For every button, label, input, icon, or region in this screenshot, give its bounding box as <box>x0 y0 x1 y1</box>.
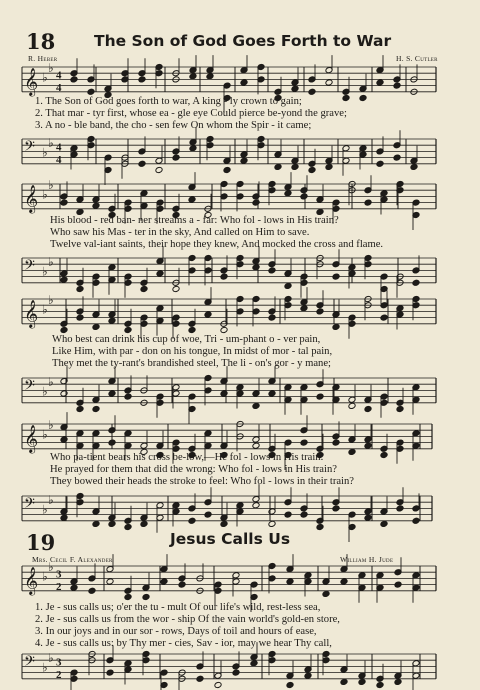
note-head <box>124 594 132 601</box>
bass-staff <box>0 254 480 294</box>
time-signature: 4 <box>56 69 62 82</box>
lyric-line: Who best can drink his cup of woe, Tri - um-phant o - ver pain, <box>52 334 321 345</box>
note-head <box>380 314 388 321</box>
note-head <box>232 669 240 676</box>
time-signature: 2 <box>56 668 62 681</box>
note-head <box>220 273 228 280</box>
note-head <box>332 505 340 512</box>
staff-lines <box>22 299 436 324</box>
treble-clef-icon: 𝄞 <box>24 566 39 595</box>
treble-clef-icon: 𝄞 <box>24 424 39 453</box>
note-head <box>286 578 294 585</box>
note-head <box>196 675 204 682</box>
hymn-title: The Son of God Goes Forth to War <box>94 32 392 50</box>
note-head <box>92 323 100 330</box>
note-head <box>223 167 231 174</box>
note-head <box>325 163 333 170</box>
note-head <box>60 436 68 443</box>
note-head <box>106 669 114 676</box>
lyric-line: He prayed for them that did the wrong: Who fol - lows in His train? <box>50 464 337 475</box>
bass-clef-icon: 𝄢 <box>24 257 35 278</box>
lyric-line: Like Him, with par - don on his tongue, In midst of mor - tal pain, <box>52 346 333 357</box>
note-head <box>358 678 366 685</box>
note-head <box>364 514 372 521</box>
note-head <box>108 390 116 397</box>
note-head <box>380 452 388 459</box>
note-head <box>376 79 384 86</box>
staff-lines <box>22 654 436 679</box>
note-head <box>252 402 260 409</box>
flat-icon: ♭ <box>42 427 48 442</box>
note-head <box>342 95 350 102</box>
note-head <box>160 578 168 585</box>
note-head <box>340 678 348 685</box>
treble-clef-icon: 𝄞 <box>24 184 39 213</box>
lyric-line: His blood - red ban- ner streams a - far: Who fol - lows in His train? <box>50 215 339 226</box>
bass-staff <box>0 374 480 414</box>
treble-staff <box>0 180 480 220</box>
lyric-line: Who saw his Mas - ter in the sky, And called on Him to save. <box>50 227 310 238</box>
flat-icon: ♭ <box>48 255 54 270</box>
note-head <box>348 448 356 455</box>
note-head <box>250 660 258 667</box>
flat-icon: ♭ <box>42 302 48 317</box>
note-head <box>204 311 212 318</box>
treble-clef-icon: 𝄞 <box>24 67 39 96</box>
note-head <box>172 286 180 293</box>
flat-icon: ♭ <box>42 502 48 517</box>
flat-icon: ♭ <box>48 293 54 307</box>
note-head <box>178 581 186 588</box>
note-head <box>325 79 333 86</box>
note-head <box>268 390 276 397</box>
lyric-line: They met the ty-rant's brandished steel, The li - on's gor - y mane; <box>52 358 331 369</box>
note-head <box>124 393 132 400</box>
note-head <box>286 682 294 689</box>
note-head <box>220 390 228 397</box>
lyric-line: Twelve val-iant saints, their hope they knew, And mocked the cross and flame. <box>50 239 384 250</box>
note-head <box>92 406 100 413</box>
note-head <box>60 199 68 206</box>
note-head <box>291 85 299 92</box>
note-head <box>76 406 84 413</box>
note-head <box>394 581 402 588</box>
note-head <box>188 327 196 334</box>
note-head <box>189 73 197 80</box>
note-head <box>284 282 292 289</box>
note-head <box>252 442 260 449</box>
note-head <box>396 406 404 413</box>
words-credit: Mrs. Cecil F. Alexander <box>32 555 113 564</box>
note-head <box>268 520 276 527</box>
note-head <box>204 511 212 518</box>
note-head <box>380 520 388 527</box>
note-head <box>284 190 292 197</box>
staff-lines <box>22 184 436 209</box>
lyric-line: 2. That mar - tyr first, whose ea - gle eye Could pierce be-yond the grave; <box>35 108 347 119</box>
note-head <box>364 199 372 206</box>
note-head <box>284 511 292 518</box>
flat-icon: ♭ <box>48 375 54 390</box>
lyric-line: 1. The Son of God goes forth to war, A king - ly crown to gain; <box>35 96 302 107</box>
lyric-line: 1. Je - sus calls us; o'er the tu - mult Of our life's wild, rest-less sea, <box>35 602 321 613</box>
time-signature: 3 <box>56 656 62 669</box>
bass-staff <box>0 492 480 532</box>
lyric-line: 4. Je - sus calls us: by Thy mer - cies, Sav - ior, may we hear Thy call, <box>35 638 332 649</box>
note-head <box>359 95 367 102</box>
note-head <box>156 270 164 277</box>
note-head <box>60 276 68 283</box>
time-signature: 4 <box>56 81 62 94</box>
note-head <box>140 520 148 527</box>
bass-clef-icon: 𝄢 <box>24 138 35 159</box>
music-credit: William H. Jude <box>340 555 394 564</box>
lyric-line: Who pa-tient bears his cross be-low,—He fol - lows in His train. <box>50 452 324 463</box>
note-head <box>108 520 116 527</box>
note-head <box>142 594 150 601</box>
note-head <box>396 505 404 512</box>
note-head <box>124 524 132 531</box>
flat-icon: ♭ <box>42 187 48 202</box>
note-head <box>240 157 248 164</box>
note-head <box>364 406 372 413</box>
note-head <box>240 79 248 86</box>
note-head <box>60 327 68 334</box>
note-head <box>291 163 299 170</box>
note-head <box>322 590 330 597</box>
note-head <box>60 390 68 397</box>
flat-icon: ♭ <box>42 384 48 399</box>
treble-staff <box>0 562 480 602</box>
flat-icon: ♭ <box>42 569 48 584</box>
bass-staff <box>0 135 480 175</box>
note-head <box>300 305 308 312</box>
note-head <box>220 327 228 334</box>
note-head <box>92 520 100 527</box>
note-head <box>304 672 312 679</box>
hymn-number: 19 <box>26 530 56 555</box>
note-head <box>300 439 308 446</box>
note-head <box>300 193 308 200</box>
note-head <box>108 439 116 446</box>
flat-icon: ♭ <box>48 178 54 192</box>
hymn-title: Jesus Calls Us <box>170 530 291 548</box>
note-head <box>138 160 146 167</box>
note-head <box>376 160 384 167</box>
staff-lines <box>22 258 436 283</box>
note-head <box>393 154 401 161</box>
note-head <box>188 517 196 524</box>
note-head <box>376 682 384 689</box>
note-head <box>268 314 276 321</box>
time-signature: 4 <box>56 141 62 154</box>
flat-icon: ♭ <box>48 651 54 666</box>
treble-staff <box>0 295 480 335</box>
music-credit: H. S. Cutler <box>396 54 438 63</box>
note-head <box>188 196 196 203</box>
time-signature: 3 <box>56 568 62 581</box>
note-head <box>268 267 276 274</box>
words-credit: R. Heber <box>28 54 58 63</box>
bass-clef-icon: 𝄢 <box>24 495 35 516</box>
time-signature: 2 <box>56 580 62 593</box>
note-head <box>332 439 340 446</box>
note-head <box>88 587 96 594</box>
note-head <box>87 88 95 95</box>
note-head <box>252 199 260 206</box>
flat-icon: ♭ <box>48 493 54 508</box>
note-head <box>348 402 356 409</box>
note-head <box>206 73 214 80</box>
note-head <box>410 163 418 170</box>
note-head <box>316 308 324 315</box>
note-head <box>332 273 340 280</box>
note-head <box>252 502 260 509</box>
staff-lines <box>22 566 436 591</box>
note-head <box>172 154 180 161</box>
bass-staff <box>0 650 480 690</box>
note-head <box>300 511 308 518</box>
note-head <box>70 76 78 83</box>
note-head <box>124 327 132 334</box>
lyric-line: 3. A no - ble band, the cho - sen few On whom the Spir - it came; <box>35 120 312 131</box>
note-head <box>412 279 420 286</box>
note-head <box>394 678 402 685</box>
note-head <box>316 524 324 531</box>
note-head <box>364 442 372 449</box>
note-head <box>274 163 282 170</box>
note-head <box>340 578 348 585</box>
note-head <box>140 286 148 293</box>
note-head <box>252 264 260 271</box>
lyric-line: 2. Je - sus calls us from the wor - ship Of the vain world's gold-en store, <box>35 614 340 625</box>
note-head <box>214 682 222 689</box>
bass-clef-icon: 𝄢 <box>24 653 35 674</box>
note-head <box>189 145 197 152</box>
treble-clef-icon: 𝄞 <box>24 299 39 328</box>
note-head <box>412 517 420 524</box>
time-signature: 4 <box>56 153 62 166</box>
flat-icon: ♭ <box>42 660 48 675</box>
note-head <box>70 584 78 591</box>
note-head <box>108 317 116 324</box>
flat-icon: ♭ <box>42 145 48 160</box>
staff-lines <box>22 67 436 92</box>
flat-icon: ♭ <box>42 70 48 85</box>
note-head <box>308 167 316 174</box>
bass-clef-icon: 𝄢 <box>24 377 35 398</box>
hymn-number: 18 <box>26 29 56 54</box>
note-head <box>106 578 114 585</box>
flat-icon: ♭ <box>48 61 54 75</box>
note-head <box>308 88 316 95</box>
note-head <box>60 514 68 521</box>
lyric-line: They bowed their heads the stroke to feel: Who fol - lows in their train? <box>50 476 354 487</box>
note-head <box>76 286 84 293</box>
note-head <box>393 82 401 89</box>
note-head <box>155 167 163 174</box>
note-head <box>220 520 228 527</box>
note-head <box>332 323 340 330</box>
flat-icon: ♭ <box>48 560 54 574</box>
flat-icon: ♭ <box>48 418 54 432</box>
note-head <box>92 202 100 209</box>
note-head <box>138 76 146 83</box>
staff-lines <box>22 378 436 403</box>
note-head <box>316 393 324 400</box>
note-head <box>76 314 84 321</box>
flat-icon: ♭ <box>48 136 54 151</box>
lyric-line: 3. In our joys and in our sor - rows, Days of toil and hours of ease, <box>35 626 317 637</box>
flat-icon: ♭ <box>42 264 48 279</box>
